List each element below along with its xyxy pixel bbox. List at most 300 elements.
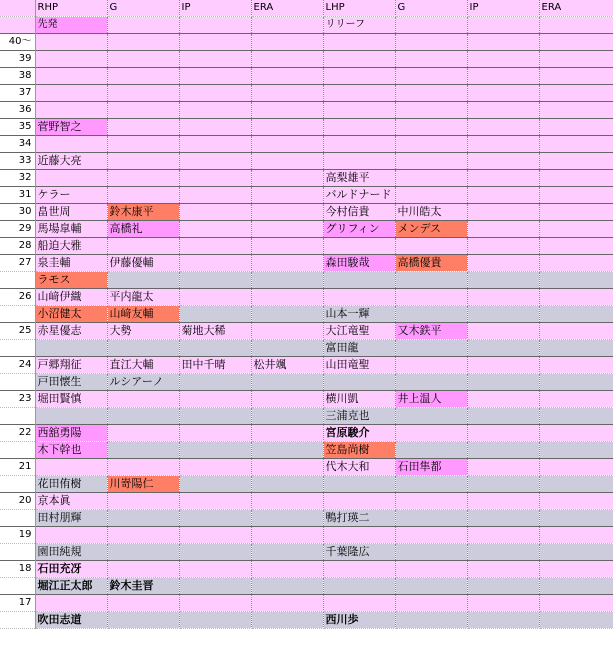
empty-cell xyxy=(251,527,323,544)
empty-cell xyxy=(395,340,467,357)
age-label: 30 xyxy=(0,204,35,221)
rhp-subheader: 先発 xyxy=(35,17,107,34)
empty-cell xyxy=(467,561,539,578)
header-sub-row xyxy=(0,17,613,34)
empty-cell xyxy=(107,51,179,68)
player-cell: 井上温人 xyxy=(395,391,467,408)
age-label: 38 xyxy=(0,68,35,85)
empty-cell xyxy=(467,17,539,34)
empty-cell xyxy=(395,85,467,102)
player-cell: 京本眞 xyxy=(35,493,107,510)
empty-cell xyxy=(467,272,539,289)
age-label: 40～ xyxy=(0,34,35,51)
empty-cell xyxy=(179,170,251,187)
player-cell: 菅野智之 xyxy=(35,119,107,136)
age-label xyxy=(0,272,35,289)
empty-cell xyxy=(539,51,613,68)
empty-cell xyxy=(179,374,251,391)
empty-cell xyxy=(539,561,613,578)
empty-cell xyxy=(179,459,251,476)
col-header-lhp: LHP xyxy=(323,0,395,17)
empty-cell xyxy=(35,102,107,119)
player-cell: 船迫大雅 xyxy=(35,238,107,255)
empty-cell xyxy=(395,612,467,629)
empty-cell xyxy=(539,544,613,561)
empty-cell xyxy=(35,459,107,476)
empty-cell xyxy=(251,85,323,102)
empty-cell xyxy=(539,442,613,459)
empty-cell xyxy=(467,68,539,85)
table-row xyxy=(0,204,613,221)
empty-cell xyxy=(251,17,323,34)
age-label: 24 xyxy=(0,357,35,374)
table-row xyxy=(0,374,613,391)
empty-cell xyxy=(395,527,467,544)
empty-cell xyxy=(251,238,323,255)
empty-cell xyxy=(251,204,323,221)
player-cell: 山﨑伊織 xyxy=(35,289,107,306)
table-row xyxy=(0,425,613,442)
table-row xyxy=(0,612,613,629)
empty-cell xyxy=(323,527,395,544)
empty-cell xyxy=(251,595,323,612)
empty-cell xyxy=(539,136,613,153)
table-row xyxy=(0,34,613,51)
empty-cell xyxy=(107,459,179,476)
table-row xyxy=(0,136,613,153)
table-row xyxy=(0,187,613,204)
empty-cell xyxy=(539,187,613,204)
age-label: 34 xyxy=(0,136,35,153)
player-cell: 戸郷翔征 xyxy=(35,357,107,374)
empty-cell xyxy=(251,221,323,238)
player-cell: 松井颯 xyxy=(251,357,323,374)
empty-cell xyxy=(539,238,613,255)
table-row xyxy=(0,544,613,561)
player-cell: 石田充冴 xyxy=(35,561,107,578)
empty-cell xyxy=(179,85,251,102)
empty-cell xyxy=(467,527,539,544)
empty-cell xyxy=(323,68,395,85)
player-cell: 山本一輝 xyxy=(323,306,395,323)
empty-cell xyxy=(179,306,251,323)
empty-cell xyxy=(251,34,323,51)
empty-cell xyxy=(539,340,613,357)
empty-cell xyxy=(323,272,395,289)
empty-cell xyxy=(251,544,323,561)
empty-cell xyxy=(35,595,107,612)
empty-cell xyxy=(107,238,179,255)
age-label xyxy=(0,476,35,493)
empty-cell xyxy=(395,272,467,289)
empty-cell xyxy=(323,34,395,51)
empty-cell xyxy=(539,85,613,102)
empty-cell xyxy=(179,51,251,68)
empty-cell xyxy=(179,255,251,272)
empty-cell xyxy=(179,595,251,612)
table-row xyxy=(0,153,613,170)
table-row xyxy=(0,85,613,102)
empty-cell xyxy=(539,272,613,289)
empty-cell xyxy=(467,391,539,408)
empty-cell xyxy=(395,425,467,442)
empty-cell xyxy=(467,136,539,153)
empty-cell xyxy=(107,170,179,187)
empty-cell xyxy=(467,595,539,612)
empty-cell xyxy=(395,153,467,170)
table-row xyxy=(0,289,613,306)
age-label: 19 xyxy=(0,527,35,544)
player-cell: 石田隼都 xyxy=(395,459,467,476)
empty-cell xyxy=(179,476,251,493)
age-label: 18 xyxy=(0,561,35,578)
empty-cell xyxy=(107,68,179,85)
empty-cell xyxy=(107,153,179,170)
player-cell: ルシアーノ xyxy=(107,374,179,391)
table-row xyxy=(0,357,613,374)
empty-cell xyxy=(251,272,323,289)
player-cell: 横川凱 xyxy=(323,391,395,408)
empty-cell xyxy=(35,170,107,187)
table-row xyxy=(0,102,613,119)
player-cell: 園田純規 xyxy=(35,544,107,561)
age-label: 27 xyxy=(0,255,35,272)
table-row xyxy=(0,459,613,476)
empty-cell xyxy=(107,442,179,459)
empty-cell xyxy=(179,391,251,408)
empty-cell xyxy=(251,561,323,578)
empty-cell xyxy=(251,102,323,119)
empty-cell xyxy=(395,136,467,153)
empty-cell xyxy=(323,119,395,136)
player-cell: 田中千晴 xyxy=(179,357,251,374)
empty-cell xyxy=(539,170,613,187)
empty-cell xyxy=(539,391,613,408)
empty-cell xyxy=(107,136,179,153)
empty-cell xyxy=(467,187,539,204)
col-header-ip: IP xyxy=(467,0,539,17)
empty-cell xyxy=(395,187,467,204)
empty-cell xyxy=(395,68,467,85)
empty-cell xyxy=(323,476,395,493)
empty-cell xyxy=(107,527,179,544)
empty-cell xyxy=(35,68,107,85)
col-header-rhp: RHP xyxy=(35,0,107,17)
age-label: 32 xyxy=(0,170,35,187)
empty-cell xyxy=(539,408,613,425)
empty-cell xyxy=(395,289,467,306)
empty-cell xyxy=(539,221,613,238)
empty-cell xyxy=(467,34,539,51)
empty-cell xyxy=(35,51,107,68)
empty-cell xyxy=(35,527,107,544)
age-label: 36 xyxy=(0,102,35,119)
empty-cell xyxy=(395,357,467,374)
player-cell: 堀江正太郎 xyxy=(35,578,107,595)
table-row xyxy=(0,51,613,68)
player-cell: 戸田懐生 xyxy=(35,374,107,391)
player-cell: 中川皓太 xyxy=(395,204,467,221)
empty-cell xyxy=(107,102,179,119)
player-cell: 小沼健太 xyxy=(35,306,107,323)
empty-cell xyxy=(467,119,539,136)
age-label xyxy=(0,306,35,323)
empty-cell xyxy=(251,578,323,595)
empty-cell xyxy=(35,136,107,153)
empty-cell xyxy=(251,510,323,527)
empty-cell xyxy=(323,85,395,102)
empty-cell xyxy=(395,17,467,34)
player-cell: 山﨑友輔 xyxy=(107,306,179,323)
empty-cell xyxy=(467,510,539,527)
player-cell: 西川歩 xyxy=(323,612,395,629)
empty-cell xyxy=(179,187,251,204)
empty-cell xyxy=(539,476,613,493)
player-cell: 赤星優志 xyxy=(35,323,107,340)
empty-cell xyxy=(107,119,179,136)
table-row xyxy=(0,323,613,340)
empty-cell xyxy=(251,391,323,408)
empty-cell xyxy=(467,170,539,187)
empty-cell xyxy=(395,544,467,561)
player-cell: 森田駿哉 xyxy=(323,255,395,272)
empty-cell xyxy=(107,595,179,612)
player-cell: 高橋優貴 xyxy=(395,255,467,272)
empty-cell xyxy=(323,102,395,119)
empty-cell xyxy=(467,357,539,374)
age-label xyxy=(0,612,35,629)
col-header-era: ERA xyxy=(539,0,613,17)
table-row xyxy=(0,340,613,357)
player-cell: 堀田賢慎 xyxy=(35,391,107,408)
empty-cell xyxy=(323,595,395,612)
empty-cell xyxy=(179,136,251,153)
empty-cell xyxy=(179,578,251,595)
empty-cell xyxy=(179,238,251,255)
empty-cell xyxy=(179,34,251,51)
player-cell: 鈴木康平 xyxy=(107,204,179,221)
player-cell: バルドナード xyxy=(323,187,395,204)
age-label: 20 xyxy=(0,493,35,510)
table-row xyxy=(0,255,613,272)
empty-cell xyxy=(251,493,323,510)
col-header-g: G xyxy=(107,0,179,17)
table-row xyxy=(0,595,613,612)
player-cell: 菊地大稀 xyxy=(179,323,251,340)
empty-cell xyxy=(539,374,613,391)
player-cell: 宮原駿介 xyxy=(323,425,395,442)
empty-cell xyxy=(467,612,539,629)
empty-cell xyxy=(539,68,613,85)
empty-cell xyxy=(35,34,107,51)
player-cell: 鈴木圭晋 xyxy=(107,578,179,595)
age-header xyxy=(0,17,35,34)
empty-cell xyxy=(323,153,395,170)
table-row xyxy=(0,306,613,323)
empty-cell xyxy=(467,340,539,357)
empty-cell xyxy=(395,408,467,425)
empty-cell xyxy=(179,510,251,527)
empty-cell xyxy=(251,289,323,306)
player-cell: 近藤大亮 xyxy=(35,153,107,170)
empty-cell xyxy=(179,340,251,357)
player-cell: ケラー xyxy=(35,187,107,204)
empty-cell xyxy=(251,170,323,187)
col-header-era: ERA xyxy=(251,0,323,17)
empty-cell xyxy=(539,595,613,612)
empty-cell xyxy=(539,578,613,595)
age-label xyxy=(0,408,35,425)
empty-cell xyxy=(539,323,613,340)
empty-cell xyxy=(467,544,539,561)
empty-cell xyxy=(539,119,613,136)
empty-cell xyxy=(323,374,395,391)
empty-cell xyxy=(539,102,613,119)
age-label: 37 xyxy=(0,85,35,102)
empty-cell xyxy=(35,408,107,425)
empty-cell xyxy=(251,340,323,357)
age-label: 26 xyxy=(0,289,35,306)
empty-cell xyxy=(467,408,539,425)
empty-cell xyxy=(179,561,251,578)
player-cell: 山田竜聖 xyxy=(323,357,395,374)
empty-cell xyxy=(251,68,323,85)
empty-cell xyxy=(395,578,467,595)
empty-cell xyxy=(179,221,251,238)
table-row xyxy=(0,68,613,85)
empty-cell xyxy=(323,51,395,68)
player-cell: 大勢 xyxy=(107,323,179,340)
table-row xyxy=(0,476,613,493)
empty-cell xyxy=(179,272,251,289)
empty-cell xyxy=(323,136,395,153)
empty-cell xyxy=(395,170,467,187)
empty-cell xyxy=(395,493,467,510)
empty-cell xyxy=(395,34,467,51)
empty-cell xyxy=(179,544,251,561)
player-cell: グリフィン xyxy=(323,221,395,238)
empty-cell xyxy=(539,493,613,510)
empty-cell xyxy=(251,425,323,442)
empty-cell xyxy=(395,510,467,527)
age-label xyxy=(0,442,35,459)
age-label xyxy=(0,578,35,595)
empty-cell xyxy=(467,374,539,391)
col-header-ip: IP xyxy=(179,0,251,17)
empty-cell xyxy=(539,527,613,544)
table-row xyxy=(0,578,613,595)
empty-cell xyxy=(467,459,539,476)
player-cell: 代木大和 xyxy=(323,459,395,476)
empty-cell xyxy=(395,51,467,68)
age-label: 29 xyxy=(0,221,35,238)
empty-cell xyxy=(179,119,251,136)
empty-cell xyxy=(107,391,179,408)
empty-cell xyxy=(395,238,467,255)
table-row xyxy=(0,408,613,425)
empty-cell xyxy=(179,204,251,221)
player-cell: 花田侑樹 xyxy=(35,476,107,493)
table-row xyxy=(0,238,613,255)
player-cell: 田村朋輝 xyxy=(35,510,107,527)
empty-cell xyxy=(251,136,323,153)
empty-cell xyxy=(107,425,179,442)
empty-cell xyxy=(107,34,179,51)
empty-cell xyxy=(539,255,613,272)
player-cell: 西舘勇陽 xyxy=(35,425,107,442)
empty-cell xyxy=(179,408,251,425)
lhp-subheader: リリーフ xyxy=(323,17,395,34)
empty-cell xyxy=(107,561,179,578)
empty-cell xyxy=(395,442,467,459)
empty-cell xyxy=(467,476,539,493)
empty-cell xyxy=(539,425,613,442)
empty-cell xyxy=(251,374,323,391)
empty-cell xyxy=(107,408,179,425)
empty-cell xyxy=(251,323,323,340)
empty-cell xyxy=(107,272,179,289)
player-cell: 三浦克也 xyxy=(323,408,395,425)
empty-cell xyxy=(467,442,539,459)
empty-cell xyxy=(35,85,107,102)
age-label: 21 xyxy=(0,459,35,476)
age-label xyxy=(0,544,35,561)
player-cell: メンデス xyxy=(395,221,467,238)
empty-cell xyxy=(539,306,613,323)
empty-cell xyxy=(395,595,467,612)
empty-cell xyxy=(323,289,395,306)
empty-cell xyxy=(467,204,539,221)
empty-cell xyxy=(467,425,539,442)
player-cell: 直江大輔 xyxy=(107,357,179,374)
empty-cell xyxy=(395,374,467,391)
age-label: 23 xyxy=(0,391,35,408)
table-row xyxy=(0,170,613,187)
empty-cell xyxy=(179,68,251,85)
player-cell: 大江竜聖 xyxy=(323,323,395,340)
empty-cell xyxy=(467,493,539,510)
empty-cell xyxy=(539,459,613,476)
player-cell: 畠世周 xyxy=(35,204,107,221)
age-label: 35 xyxy=(0,119,35,136)
empty-cell xyxy=(251,255,323,272)
empty-cell xyxy=(467,289,539,306)
empty-cell xyxy=(251,119,323,136)
empty-cell xyxy=(107,85,179,102)
empty-cell xyxy=(395,102,467,119)
empty-cell xyxy=(467,306,539,323)
empty-cell xyxy=(251,408,323,425)
table-row xyxy=(0,510,613,527)
empty-cell xyxy=(251,476,323,493)
age-label: 17 xyxy=(0,595,35,612)
empty-cell xyxy=(251,612,323,629)
empty-cell xyxy=(323,561,395,578)
empty-cell xyxy=(395,119,467,136)
empty-cell xyxy=(107,612,179,629)
empty-cell xyxy=(107,340,179,357)
age-label: 33 xyxy=(0,153,35,170)
empty-cell xyxy=(251,153,323,170)
empty-cell xyxy=(251,51,323,68)
player-cell: 鴨打瑛二 xyxy=(323,510,395,527)
empty-cell xyxy=(179,493,251,510)
empty-cell xyxy=(179,527,251,544)
empty-cell xyxy=(107,544,179,561)
empty-cell xyxy=(179,17,251,34)
empty-cell xyxy=(539,34,613,51)
player-cell: 富田龍 xyxy=(323,340,395,357)
